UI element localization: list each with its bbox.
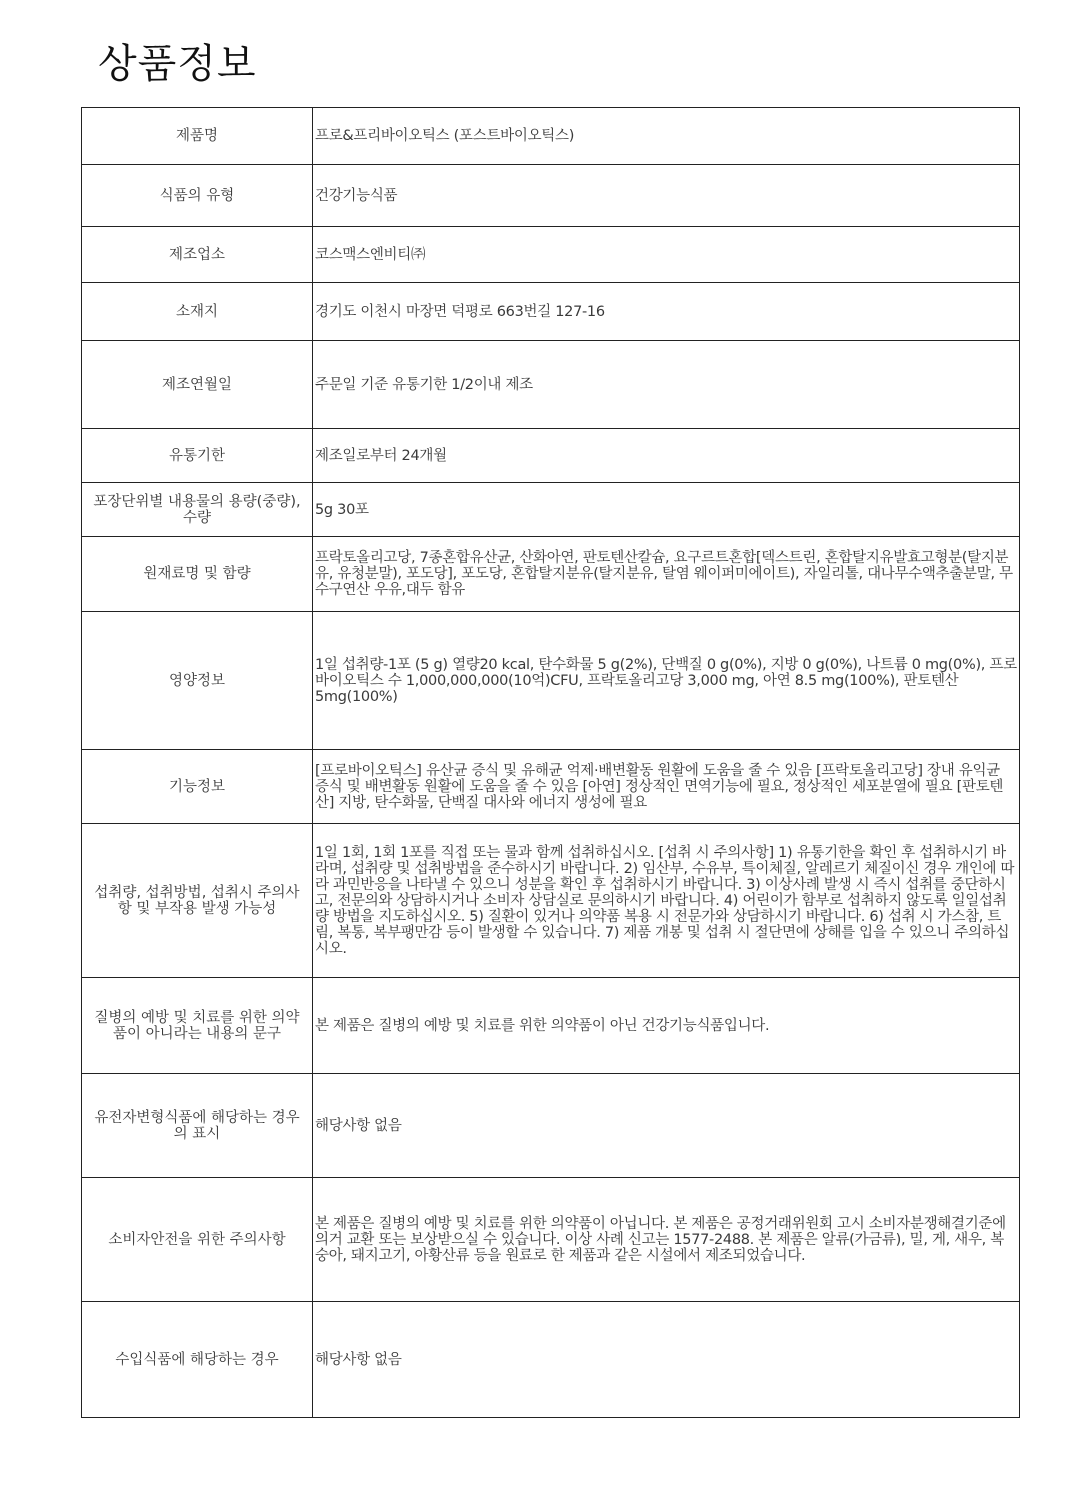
row-label: 질병의 예방 및 치료를 위한 의약품이 아니라는 내용의 문구	[82, 978, 313, 1074]
row-value: 프락토올리고당, 7종혼합유산균, 산화아연, 판토텐산칼슘, 요구르트혼합[덱스트린, 혼합탈지유발효고형분(탈지분유, 유청분말), 포도당], 포도당, 혼합탈지분유(탈지분유, 탈염 웨이퍼미에이트), 자일리톨, 대나무수액추출분말, 무수구연산 우유,대두 함유	[313, 537, 1020, 612]
table-row	[82, 108, 1020, 165]
row-label: 영양정보	[82, 612, 313, 750]
table-row	[82, 824, 1020, 978]
table-row	[82, 165, 1020, 227]
table-row	[82, 1178, 1020, 1302]
row-label: 제품명	[82, 108, 313, 165]
row-label: 섭취량, 섭취방법, 섭취시 주의사항 및 부작용 발생 가능성	[82, 824, 313, 978]
table-row	[82, 612, 1020, 750]
table-row	[82, 1074, 1020, 1178]
table-row	[82, 1302, 1020, 1418]
row-label: 수입식품에 해당하는 경우	[82, 1302, 313, 1418]
table-row	[82, 341, 1020, 429]
row-value: [프로바이오틱스] 유산균 증식 및 유해균 억제·배변활동 원활에 도움을 줄 수 있음 [프락토올리고당] 장내 유익균 증식 및 배변활동 원활에 도움을 줄 수 있음 [아연] 정상적인 면역기능에 필요, 정상적인 세포분열에 필요 [판토텐산] 지방, 탄수화물, 단백질 대사와 에너지 생성에 필요	[313, 750, 1020, 824]
row-value: 주문일 기준 유통기한 1/2이내 제조	[313, 341, 1020, 429]
row-value: 1일 1회, 1회 1포를 직접 또는 물과 함께 섭취하십시오. [섭취 시 주의사항] 1) 유통기한을 확인 후 섭취하시기 바라며, 섭취량 및 섭취방법을 준수하시기 바랍니다. 2) 임산부, 수유부, 특이체질, 알레르기 체질이신 경우 개인에 따라 과민반응을 나타낼 수 있으니 성분을 확인 후 섭취하시기 바랍니다. 3) 이상사례 발생 시 즉시 섭취를 중단하시고, 전문의와 상담하시거나 소비자 상담실로 문의하시기 바랍니다. 4) 어린이가 함부로 섭취하지 않도록 일일섭취량 방법을 지도하십시오. 5) 질환이 있거나 의약품 복용 시 전문가와 상담하시기 바랍니다. 6) 섭취 시 가스참, 트림, 복통, 복부팽만감 등이 발생할 수 있습니다. 7) 제품 개봉 및 섭취 시 절단면에 상해를 입을 수 있으니 주의하십시오.	[313, 824, 1020, 978]
row-value: 해당사항 없음	[313, 1074, 1020, 1178]
row-label: 유전자변형식품에 해당하는 경우의 표시	[82, 1074, 313, 1178]
table-row	[82, 227, 1020, 283]
row-value: 제조일로부터 24개월	[313, 429, 1020, 483]
row-value: 건강기능식품	[313, 165, 1020, 227]
row-value: 코스맥스엔비티㈜	[313, 227, 1020, 283]
table-row	[82, 483, 1020, 537]
page-title: 상품정보	[98, 41, 257, 87]
row-label: 유통기한	[82, 429, 313, 483]
row-value: 5g 30포	[313, 483, 1020, 537]
row-label: 원재료명 및 함량	[82, 537, 313, 612]
row-label: 소재지	[82, 283, 313, 341]
table-row	[82, 283, 1020, 341]
table-row	[82, 537, 1020, 612]
table-row	[82, 978, 1020, 1074]
row-value: 프로&프리바이오틱스 (포스트바이오틱스)	[313, 108, 1020, 165]
row-label: 포장단위별 내용물의 용량(중량), 수량	[82, 483, 313, 537]
row-label: 제조연월일	[82, 341, 313, 429]
row-label: 소비자안전을 위한 주의사항	[82, 1178, 313, 1302]
row-label: 제조업소	[82, 227, 313, 283]
row-value: 경기도 이천시 마장면 덕평로 663번길 127-16	[313, 283, 1020, 341]
row-value: 해당사항 없음	[313, 1302, 1020, 1418]
row-value: 본 제품은 질병의 예방 및 치료를 위한 의약품이 아닌 건강기능식품입니다.	[313, 978, 1020, 1074]
row-label: 식품의 유형	[82, 165, 313, 227]
table-row	[82, 429, 1020, 483]
table-row	[82, 750, 1020, 824]
row-value: 본 제품은 질병의 예방 및 치료를 위한 의약품이 아닙니다. 본 제품은 공정거래위원회 고시 소비자분쟁해결기준에 의거 교환 또는 보상받으실 수 있습니다. 이상 사례 신고는 1577-2488. 본 제품은 알류(가금류), 밀, 게, 새우, 복숭아, 돼지고기, 아황산류 등을 원료로 한 제품과 같은 시설에서 제조되었습니다.	[313, 1178, 1020, 1302]
product-info-table	[81, 107, 1020, 1418]
row-label: 기능정보	[82, 750, 313, 824]
row-value: 1일 섭취량-1포 (5 g) 열량20 kcal, 탄수화물 5 g(2%), 단백질 0 g(0%), 지방 0 g(0%), 나트륨 0 mg(0%), 프로바이오틱스 수 1,000,000,000(10억)CFU, 프락토올리고당 3,000 mg, 아연 8.5 mg(100%), 판토텐산 5mg(100%)	[313, 612, 1020, 750]
